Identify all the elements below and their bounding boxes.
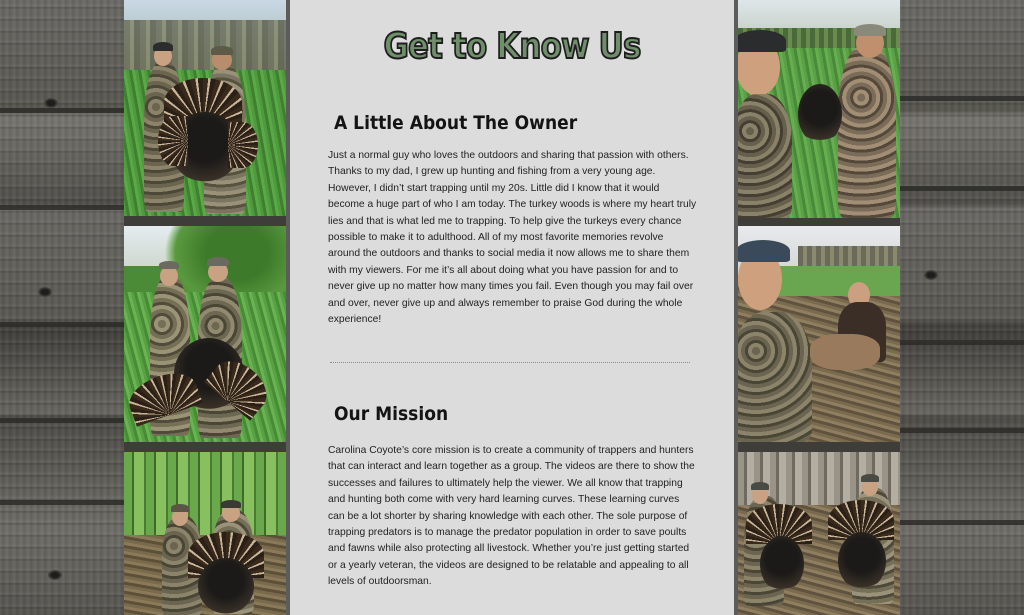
photo-column-right — [738, 0, 900, 615]
photo-hunters-turkey-field — [124, 0, 286, 216]
page-title: Get to Know Us — [383, 26, 641, 67]
mission-section-heading: Our Mission — [334, 403, 449, 425]
photo-selfie-turkey-field — [738, 0, 900, 218]
photo-hunters-turkeys-woods — [738, 452, 900, 615]
section-divider — [330, 362, 690, 363]
owner-section-heading: A Little About The Owner — [334, 112, 578, 134]
photo-couple-turkey-woods — [124, 226, 286, 442]
photo-couple-deer — [738, 226, 900, 442]
about-panel — [290, 0, 734, 615]
photo-column-left — [124, 0, 286, 615]
photo-hunters-turkeys-forest — [124, 452, 286, 615]
wood-background-left — [0, 0, 124, 615]
wood-background-right — [900, 0, 1024, 615]
mission-section-text: Carolina Coyote’s core mission is to create a community of trappers and hunters that can interact and learn together as a group. The videos are there to show the successes and failures to ultimately help the viewer. We all know that trapping and hunting both come with very hard learning curves. These learning curves can be a lot shorter by sharing knowledge with each other. The sole purpose of trapping predators is to manage the predator population in order to save poults and fawns while also protecting all livestock. Whether you’re just getting started or a yearly veteran, the videos are designed to be relatable and appealing to all levels of outdoorsman. — [328, 445, 695, 588]
owner-section-text: Just a normal guy who loves the outdoors and sharing that passion with others. Thanks to my dad, I grew up hunting and fishing from a very young age. However, I didn’t start trapping until my 20s. Little did I know that it would become a huge part of who I am today. The turkey woods is where my heart truly lies and that is what led me to trapping. To help give the turkeys every chance possible to make it to adulthood. All of my most favorite memories revolve around the outdoors and thanks to social media it now allows me to share them with my viewers. For me it’s all about doing what you have passion for and to never give up no matter how many times you fail. Even though you may fail over and over, never give up and always remember to praise God during the whole experience! — [328, 150, 697, 326]
